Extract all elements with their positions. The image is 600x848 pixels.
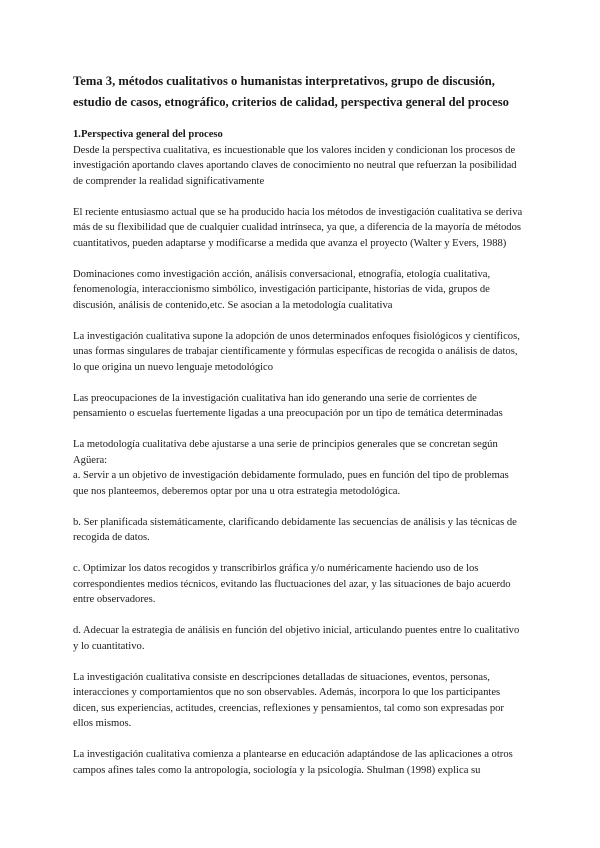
document-page [73,71,523,794]
paragraph-enthusiasm: El reciente entusiasmo actual que se ha producido hacia los métodos de investigación cualitativa se deriva más de su flexibilidad que de cualquier cualidad intrínseca, ya que, a diferencia de la mayoría de métodos cuantitativos, pueden adaptarse y modificarse a medida que avanza el proyecto (Walter y Evers, 1988) [73,206,523,249]
principle-item-c: c. Optimizar los datos recogidos y transcribirlos gráfica y/o numéricamente haciendo uso de los correspondientes medios técnicos, evitando las fluctuaciones del azar, y las situaciones de bajo acuerdo entre observadores. [73,563,511,605]
paragraph-approaches: La investigación cualitativa supone la adopción de unos determinados enfoques fisiológicos y científicos, unas formas singulares de trabajar científicamente y fórmulas específicas de recogida o análisis de datos, lo que origina un nuevo lenguaje metodológico [73,330,520,373]
principle-item-a: a. Servir a un objetivo de investigación debidamente formulado, pues en función del tipo de problemas que nos planteemos, deberemos optar por una u otra estrategia metodológica. [73,470,509,497]
paragraph-concerns: Las preocupaciones de la investigación cualitativa han ido generando una serie de corrientes de pensamiento o escuelas fuertemente ligadas a una preocupación por un tipo de temática determinadas [73,392,503,419]
section-heading: 1.Perspectiva general del proceso [73,129,223,140]
paragraph-description: La investigación cualitativa consiste en descripciones detalladas de situaciones, eventos, personas, interacciones y comportamientos que no son observables. Además, incorpora lo que los participantes dicen, sus experiencias, actitudes, creencias, reflexiones y pensamientos, tal como son expresadas por ellos mismos. [73,671,504,729]
principle-item-b: b. Ser planificada sistemáticamente, clarificando debidamente las secuencias de análisis y las técnicas de recogida de datos. [73,516,517,543]
paragraph-education: La investigación cualitativa comienza a plantearse en educación adaptándose de las aplicaciones a otros campos afines tales como la antropología, sociología y la psicología. Shulman (1998) explica su [73,749,513,776]
principle-item-d: d. Adecuar la estrategia de análisis en función del objetivo inicial, articulando puentes entre lo cualitativo y lo cuantitativo. [73,625,520,652]
paragraph-values: Desde la perspectiva cualitativa, es incuestionable que los valores inciden y condicionan los procesos de investigación aportando claves aportando claves de conocimiento no neutral que refuerzan la posibilidad de comprender la realidad significativamente [73,144,517,187]
document-title: Tema 3, métodos cualitativos o humanistas interpretativos, grupo de discusión, estudio de casos, etnográfico, criterios de calidad, perspectiva general del proceso [73,74,509,109]
paragraph-denominations: Dominaciones como investigación acción, análisis conversacional, etnografía, etología cualitativa, fenomenología, interaccionismo simbólico, investigación participante, historias de vida, grupos de discusión, análisis de contenido,etc. Se asocian a la metodología cualitativa [73,268,491,311]
paragraph-principles-intro: La metodología cualitativa debe ajustarse a una serie de principios generales que se concretan según Agüera: [73,439,498,466]
